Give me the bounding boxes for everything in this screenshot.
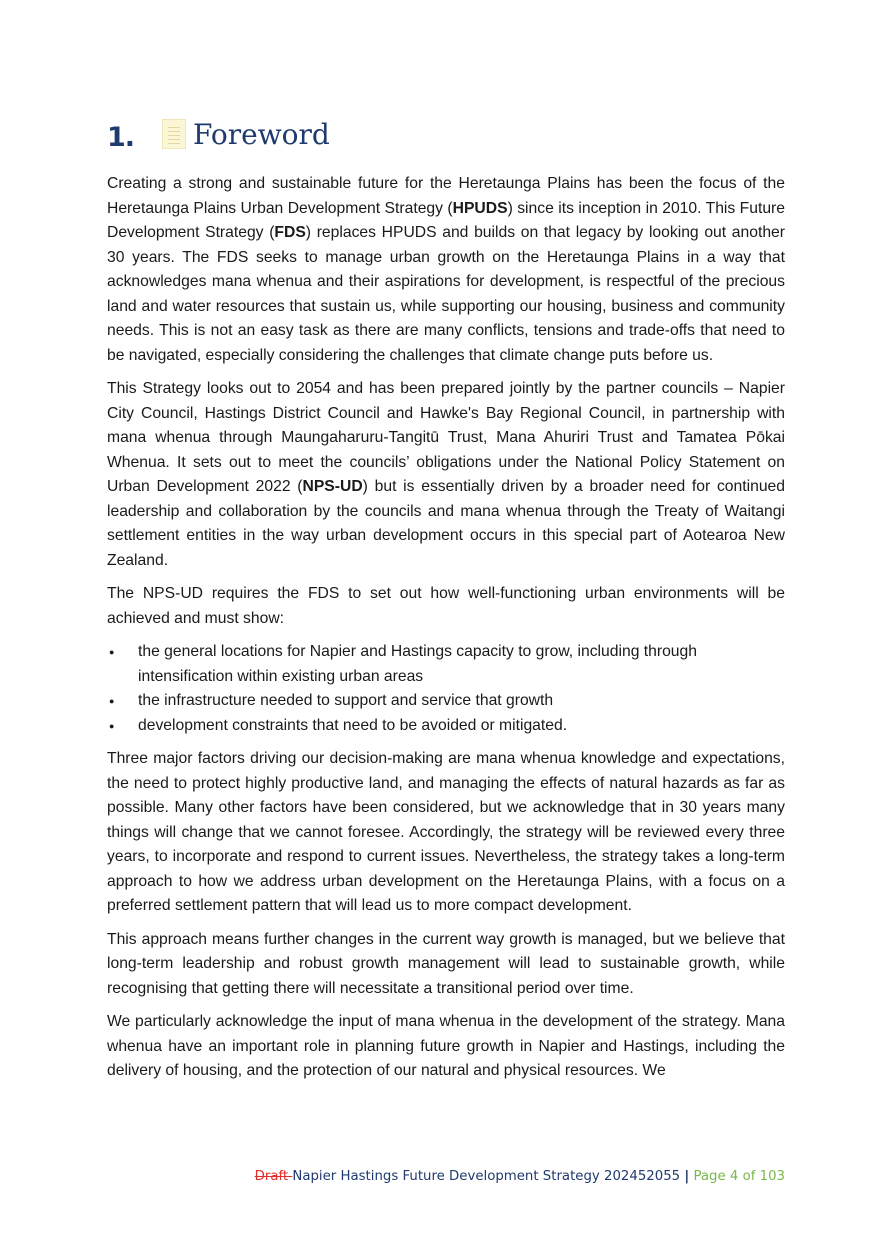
document-title: Napier Hastings Future Development Strategy 202452055 bbox=[292, 1169, 681, 1184]
paragraph-5: This approach means further changes in the current way growth is managed, but we believe that long-term leadership and robust growth management will lead to sustainable growth, while recognising that getting there will necessitate a transitional period over time. bbox=[107, 930, 785, 997]
draft-marker: Draft bbox=[254, 1169, 293, 1184]
list-item: ● development constraints that need to be avoided or mitigated. bbox=[107, 714, 785, 739]
acronym-nps-ud: NPS-UD bbox=[302, 478, 363, 495]
paragraph-6: We particularly acknowledge the input of mana whenua in the development of the strategy. Mana whenua have an important role in planning future growth in Napier and Hastings, including the delivery of housing, and the protection of our natural and physical resources. We bbox=[107, 1013, 785, 1079]
acronym-fds: FDS bbox=[274, 224, 306, 241]
paragraph-2 bbox=[107, 377, 785, 573]
page-number: Page 4 of 103 bbox=[693, 1169, 785, 1184]
list-item: ● the general locations for Napier and Hastings capacity to grow, including through intensification within existing urban areas bbox=[107, 640, 785, 689]
body-text bbox=[107, 172, 785, 1093]
paragraph-text: This Strategy looks out to 2054 and has been prepared jointly by the partner councils – Napier City Council, Hastings District Council and Hawke's Bay Regional Council, in partnership with mana whenua through Maungaharuru-Tangitū Trust, Mana Ahuriri Trust and Tamatea Pōkai Whenua. It sets out to meet the councils’ obligations under the National Policy Statement on Urban Development 2022 ( bbox=[107, 380, 785, 495]
paragraph-4: Three major factors driving our decision-making are mana whenua knowledge and expectations, the need to protect highly productive land, and managing the effects of natural hazards as far as possible. Many other factors have been considered, but we acknowledge that in 30 years many things will change that we cannot foresee. Accordingly, the strategy will be reviewed every three years, to incorporate and respond to current issues. Nevertheless, the strategy takes a long-term approach to how we address urban development on the Heretaunga Plains, with a focus on a preferred settlement pattern that will lead us to more compact development. bbox=[107, 750, 785, 914]
page-footer bbox=[255, 1169, 785, 1184]
bullet-list bbox=[107, 640, 785, 738]
paragraph-text: ) replaces HPUDS and builds on that legacy by looking out another 30 years. The FDS seeks to manage urban growth on the Heretaunga Plains in a way that acknowledges mana whenua and their aspirations for development, is respectful of the precious land and water resources that sustain us, while supporting our housing, business and community needs. This is not an easy task as there are many conflicts, tensions and trade-offs that need to be navigated, especially considering the challenges that climate change puts before us. bbox=[107, 224, 786, 364]
paragraph-text: ) but is essentially driven by a broader need for continued leadership and collaboration by the councils and mana whenua through the Treaty of Waitangi settlement entities in the way urban development occurs in this special part of Aotearoa New Zealand. bbox=[107, 478, 786, 569]
paragraph-3: The NPS-UD requires the FDS to set out how well-functioning urban environments will be achieved and must show: bbox=[107, 585, 785, 627]
paragraph-text: ) since its inception in 2010. This Future Development Strategy ( bbox=[107, 199, 786, 241]
list-item: ● the infrastructure needed to support and service that growth bbox=[107, 689, 785, 714]
footer-separator: | bbox=[684, 1169, 690, 1184]
document-icon bbox=[162, 119, 186, 149]
section-title: Foreword bbox=[193, 118, 330, 151]
acronym-hpuds: HPUDS bbox=[452, 199, 508, 217]
paragraph-1 bbox=[107, 172, 785, 368]
section-heading bbox=[107, 112, 330, 162]
section-number: 1. bbox=[107, 121, 135, 153]
paragraph-text: Creating a strong and sustainable future for the Heretaunga Plains has been the focus of the Heretaunga Plains Urban Development Strategy ( bbox=[107, 175, 785, 217]
